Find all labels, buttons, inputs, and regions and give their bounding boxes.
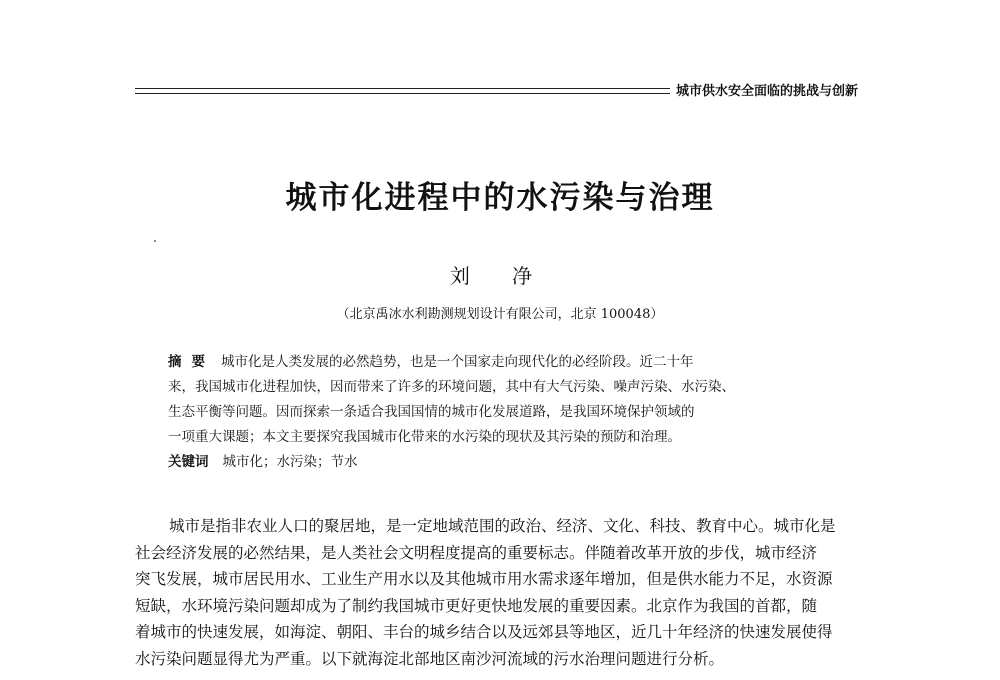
body-line-4: 短缺，水环境污染问题却成为了制约我国城市更好更快地发展的重要因素。北京作为我国的首都，随 [135, 596, 818, 615]
abstract-line-3: 生态平衡等问题。因而探索一条适合我国国情的城市化发展道路，是我国环境保护领域的 [168, 404, 695, 420]
body-line-2: 社会经济发展的必然结果，是人类社会文明程度提高的重要标志。伴随着改革开放的步伐，城市经济 [135, 543, 818, 562]
keywords-text: 城市化；水污染；节水 [222, 454, 358, 470]
body-line-5: 着城市的快速发展，如海淀、朝阳、丰台的城乡结合以及远郊县等地区，近几十年经济的快速发展使得 [135, 623, 833, 641]
abstract-line-1 [168, 350, 868, 375]
section-title: 城市供水安全面临的挑战与创新 [676, 84, 859, 99]
author-affiliation: （北京禹冰水利勘测规划设计有限公司，北京 100048） [336, 307, 664, 322]
scan-speck [154, 240, 156, 242]
keywords-line [168, 450, 868, 475]
author-name: 刘 净 [449, 264, 551, 288]
abstract-line-2: 来，我国城市化进程加快，因而带来了许多的环境问题，其中有大气污染、噪声污染、水污染、 [168, 379, 735, 395]
article-title: 城市化进程中的水污染与治理 [285, 180, 715, 216]
body-line-6: 水污染问题显得尤为严重。以下就海淀北部地区南沙河流域的污水治理问题进行分析。 [135, 649, 725, 668]
abstract-text-1: 城市化是人类发展的必然趋势，也是一个国家走向现代化的必经阶段。近二十年 [221, 354, 694, 370]
abstract-block [168, 350, 868, 475]
abstract-label: 摘要 [168, 354, 215, 370]
body-line-3: 突飞发展，城市居民用水、工业生产用水以及其他城市用水需求逐年增加，但是供水能力不足，水资源 [135, 570, 833, 588]
abstract-line-4: 一项重大课题；本文主要探究我国城市化带来的水污染的现状及其污染的预防和治理。 [168, 429, 681, 445]
header-rule [135, 88, 670, 94]
body-line-1: 城市是指非农业人口的聚居地，是一定地域范围的政治、经济、文化、科技、教育中心。城市化是 [169, 517, 836, 535]
body-paragraph [135, 513, 895, 672]
keywords-label: 关键词 [168, 454, 209, 470]
